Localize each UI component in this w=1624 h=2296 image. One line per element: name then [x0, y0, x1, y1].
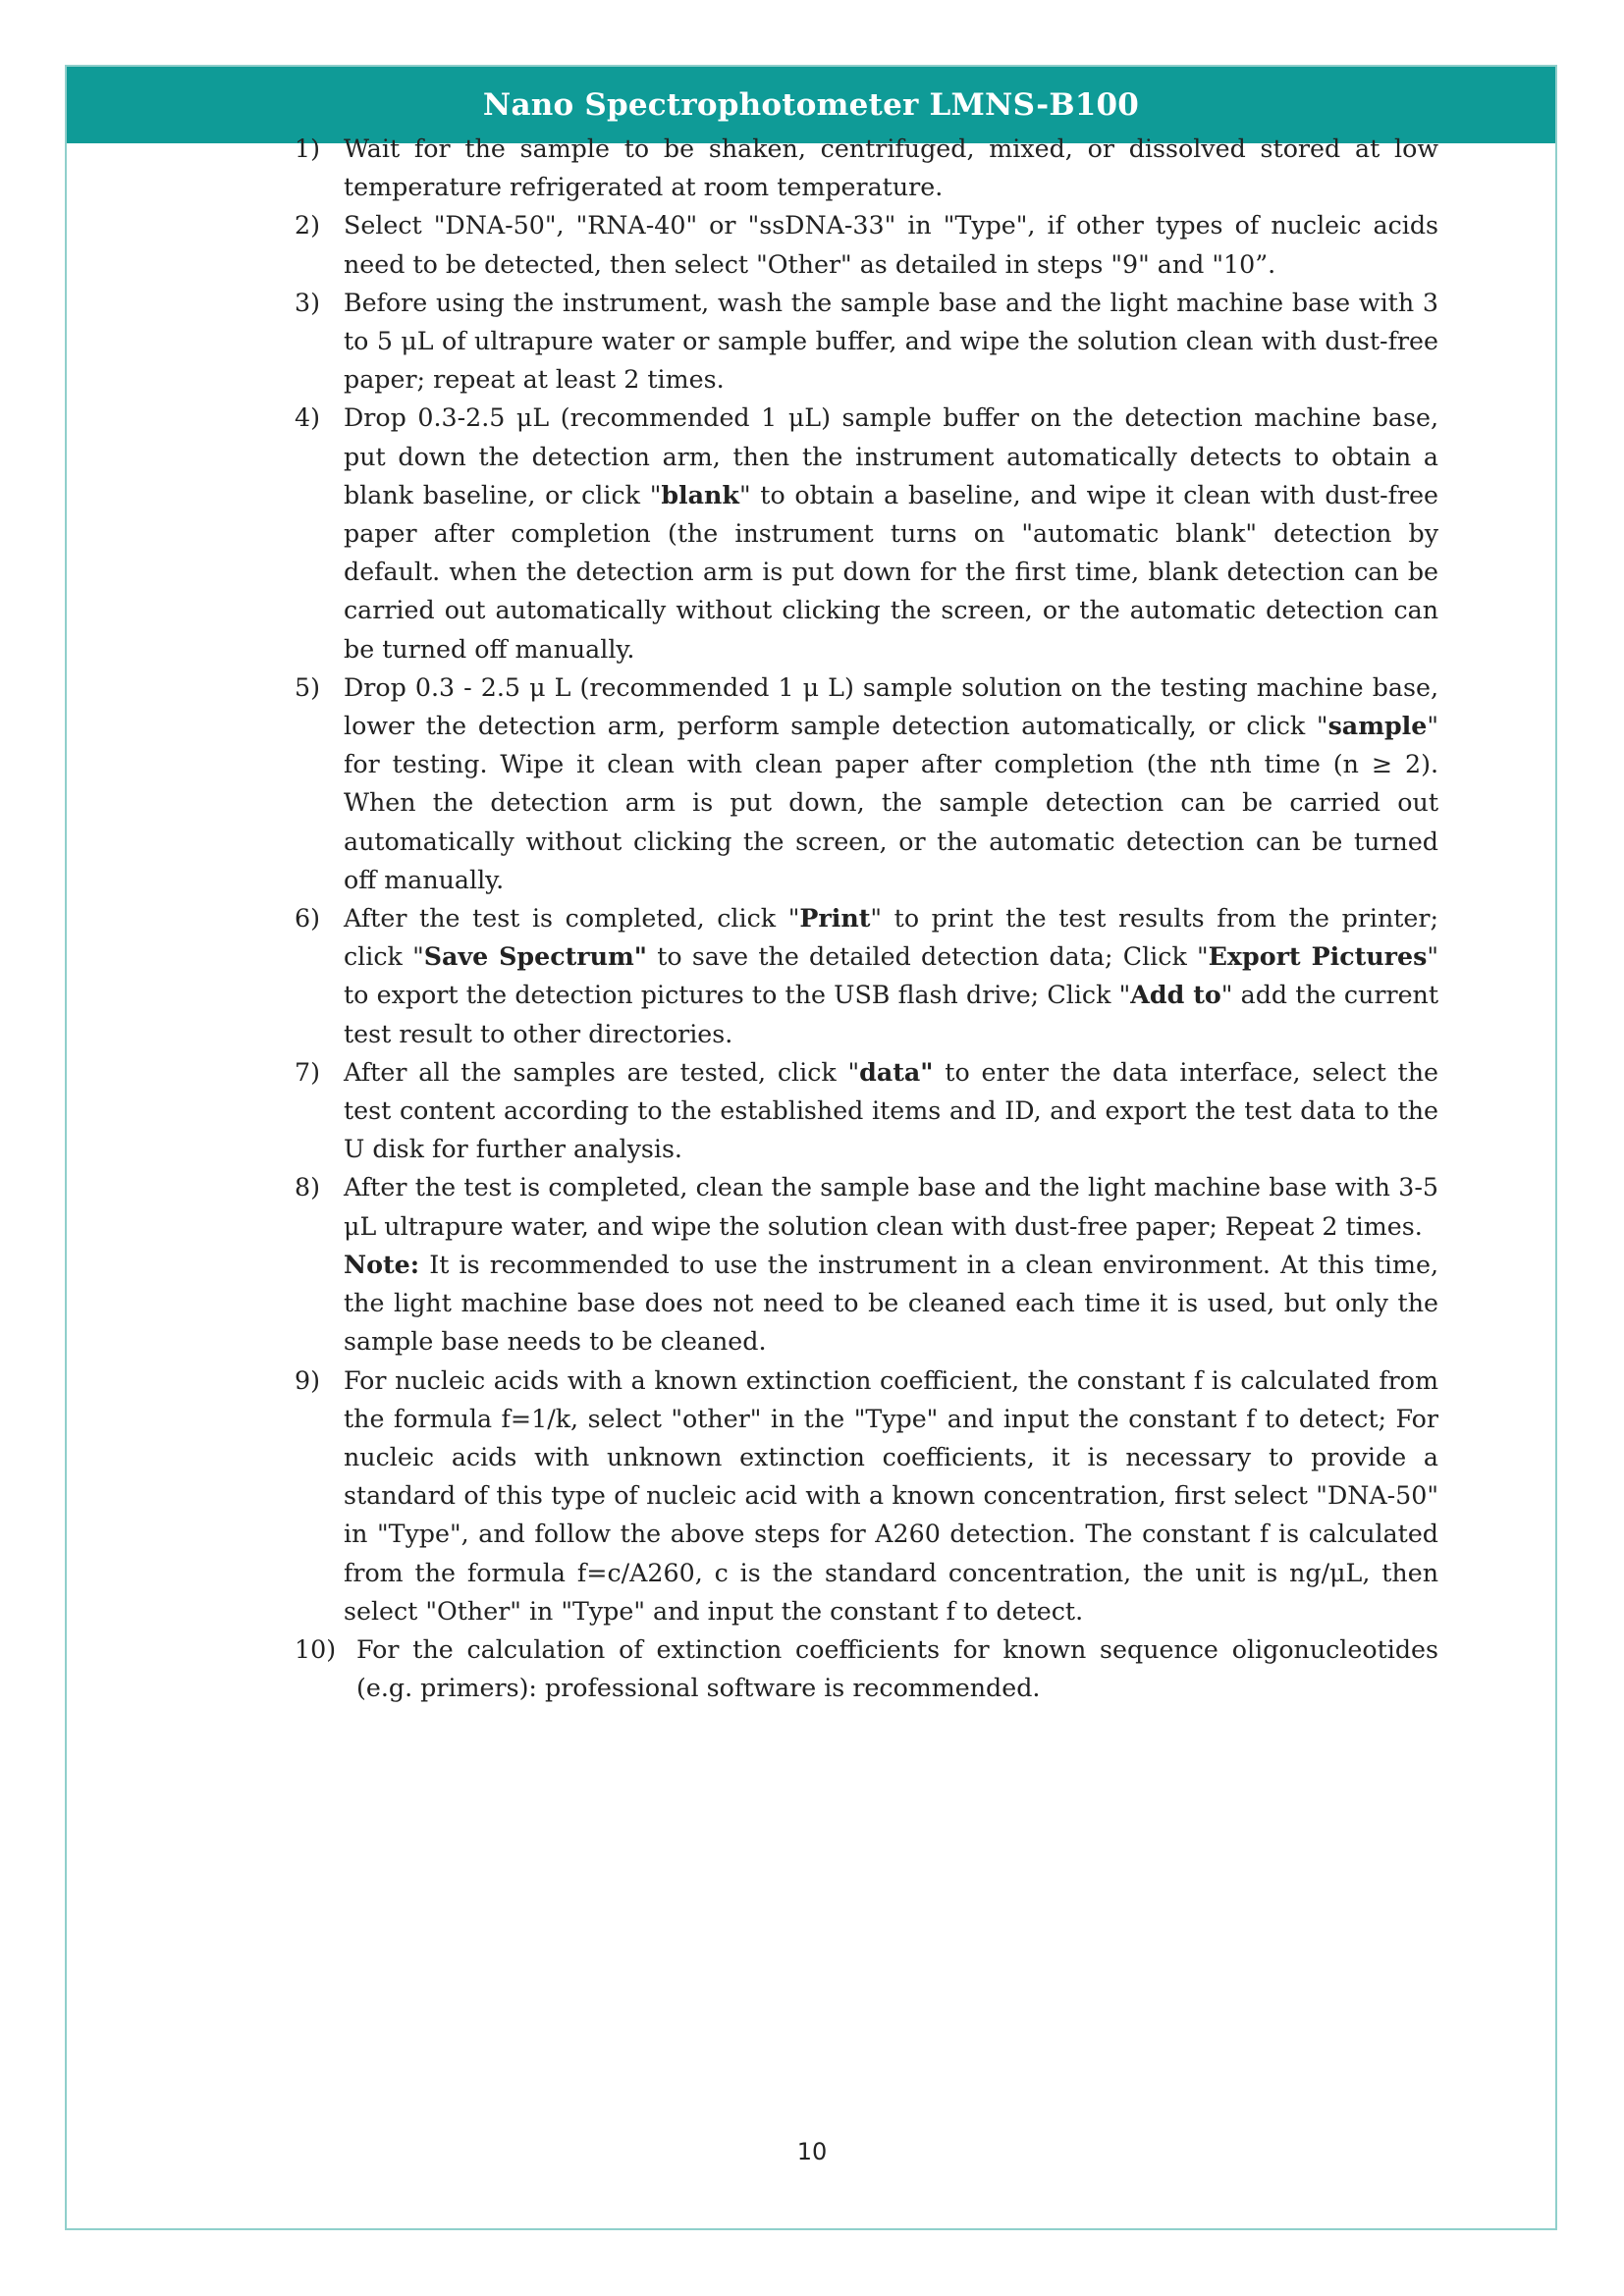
step-text-part: " to print the test results from the printer; click " [344, 904, 1438, 972]
step-text [344, 1053, 1438, 1169]
step-8-note [295, 1246, 1438, 1362]
note-text [344, 1246, 1438, 1362]
step-number: 2) [295, 211, 320, 240]
step-text-part: " add the current test result to other directories. [344, 981, 1438, 1048]
step-number: 1) [295, 134, 320, 163]
note-label: Note: [344, 1249, 420, 1279]
step-text: Wait for the sample to be shaken, centrifuged, mixed, or dissolved stored at low temperature refrigerated at room temperature. [344, 134, 1438, 202]
step-text-part: to save the detailed detection data; Click " [646, 942, 1209, 972]
step-text-part: " to obtain a baseline, and wipe it clean with dust-free paper after completion (the instrument turns on "automatic blank" detection by default. when the detection arm is put down for the first time, blank detection can be carried out automatically without clicking the screen, or the automatic detection can be turned off manually. [344, 480, 1439, 664]
step-text-part: Drop 0.3-2.5 μL (recommended 1 μL) sample buffer on the detection machine base, put down the detection arm, then the instrument automatically detects to obtain a blank baseline, or click " [344, 403, 1438, 509]
step-text-part: Drop 0.3 - 2.5 μ L (recommended 1 μ L) sample solution on the testing machine base, lower the detection arm, perform sample detection automatically, or click " [344, 672, 1438, 741]
step-number: 8) [295, 1173, 320, 1202]
step-7 [295, 1053, 1438, 1169]
step-number: 6) [295, 904, 320, 934]
step-number: 10) [295, 1634, 337, 1664]
step-number: 9) [295, 1365, 320, 1395]
step-text: For the calculation of extinction coefficients for known sequence oligonucleotides (e.g. primers): professional software is recommended. [356, 1634, 1438, 1703]
blank-keyword: blank [661, 479, 739, 509]
step-text-part: After all the samples are tested, click " [344, 1057, 860, 1087]
page-number: 10 [796, 2138, 828, 2165]
step-text: For nucleic acids with a known extinction coefficient, the constant f is calculated from the formula f=1/k, select "other" in the "Type" and input the constant f to detect; For nucleic acids with unknown extinction coefficients, it is necessary to provide a standard of this type of nucleic acid with a known concentration, first select "DNA-50" in "Type", and follow the above steps for A260 detection. The constant f is calculated from the formula f=c/A260, c is the standard concentration, the unit is ng/μL, then select "Other" in "Type" and input the constant f to detect. [344, 1365, 1438, 1626]
step-text-part: After the test is completed, click " [344, 904, 800, 934]
print-keyword: Print [799, 903, 871, 934]
step-text-part: " for testing. Wipe it clean with clean paper after completion (the nth time (n ≥ 2). When the detection arm is put down, the sample detection can be carried out automatically without clicking the screen, or the automatic detection can be turned off manually. [344, 712, 1438, 894]
step-text [344, 399, 1438, 667]
step-number: 7) [295, 1057, 320, 1087]
data-keyword: data" [859, 1056, 934, 1087]
instruction-list [295, 130, 1438, 1707]
step-number: 4) [295, 403, 320, 433]
step-number: 5) [295, 672, 320, 702]
step-5 [295, 668, 1438, 899]
add-to-keyword: Add to [1130, 980, 1221, 1010]
step-number: 3) [295, 288, 320, 317]
note-body: It is recommended to use the instrument in a clean environment. At this time, the light machine base does not need to be cleaned each time it is used, but only the sample base needs to be cleaned. [344, 1250, 1438, 1357]
document-title: Nano Spectrophotometer LMNS-B100 [482, 87, 1140, 123]
step-8 [295, 1168, 1438, 1245]
step-text-part: " to export the detection pictures to the USB flash drive; Click " [344, 942, 1438, 1010]
step-text: Select "DNA-50", "RNA-40" or "ssDNA-33" in "Type", if other types of nucleic acids need to be detected, then select "Other" as detailed in steps "9" and "10”. [344, 211, 1438, 279]
step-text: After the test is completed, clean the sample base and the light machine base with 3-5 μL ultrapure water, and wipe the solution clean with dust-free paper; Repeat 2 times. [344, 1173, 1438, 1241]
save-spectrum-keyword: Save Spectrum" [423, 941, 647, 972]
step-10 [295, 1630, 1438, 1707]
step-3 [295, 284, 1438, 400]
step-6 [295, 899, 1438, 1053]
step-text-part: to enter the data interface, select the test content according to the established items and ID, and export the test data to the U disk for further analysis. [344, 1057, 1438, 1164]
step-text [344, 899, 1438, 1053]
step-1 [295, 130, 1438, 206]
step-text: Before using the instrument, wash the sample base and the light machine base with 3 to 5 μL of ultrapure water or sample buffer, and wipe the solution clean with dust-free paper; repeat at least 2 times. [344, 288, 1438, 395]
step-2 [295, 206, 1438, 283]
step-9 [295, 1362, 1438, 1630]
step-4 [295, 399, 1438, 667]
step-text [344, 668, 1438, 899]
export-pictures-keyword: Export Pictures [1208, 941, 1428, 972]
sample-keyword: sample [1327, 711, 1428, 741]
